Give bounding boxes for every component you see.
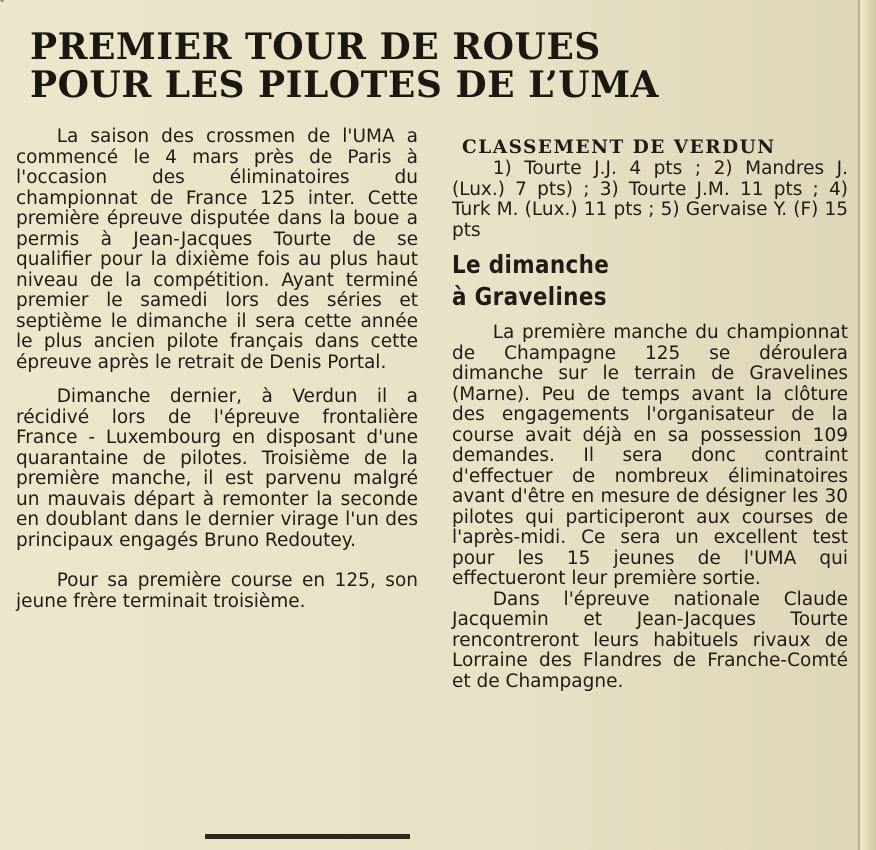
paragraph-season: La saison des crossmen de l'UMA a commencé le 4 mars près de Paris à l'occasion des éliminatoires du championnat de France 125 inter. Cette première épreuve disputée dans la boue a permis à Jean-Jacques Tourte de se qualifier pour la dixième fois au plus haut niveau de la compétition. Ayant terminé premier le samedi lors des séries et septième le dimanche il sera cette année le plus ancien pilote français dans cette épreuve après le retrait de Denis Portal. — [16, 126, 418, 373]
right-column — [452, 137, 848, 692]
headline-line-2: POUR LES PILOTES DE L’UMA — [30, 64, 659, 106]
section-title — [452, 249, 793, 313]
left-column — [16, 127, 418, 612]
ranking-title: CLASSEMENT DE VERDUN — [462, 137, 776, 158]
page-fold — [858, 0, 876, 850]
paragraph-gravelines: La première manche du championnat de Champagne 125 se déroulera dimanche sur le terrain de Gravelines (Marne). Peu de temps avant la clôture des engagements l'organisateur de la course avait déjà en sa possession 109 demandes. Il sera donc contraint d'effectuer de nombreux éliminatoires avant d'être en mesure de désigner les 30 pilotes qui participeront aux courses de l'après-midi. Ce sera un excellent test pour les 15 jeunes de l'UMA qui effectueront leur première sortie. — [452, 322, 848, 589]
paragraph-verdun: Dimanche dernier, à Verdun il a récidivé lors de l'épreuve frontalière France - Luxembourg en disposant d'une quarantaine de pilotes. Troisième de la première manche, il est parvenu malgré un mauvais départ à remonter la seconde en doublant dans le dernier virage l'un des principaux engagés Bruno Redoutey. — [16, 386, 418, 551]
paragraph-brother: Pour sa première course en 125, son jeune frère terminait troisième. — [16, 570, 418, 612]
headline-line-1: PREMIER TOUR DE ROUES — [30, 26, 601, 68]
headline — [30, 28, 850, 104]
paragraph-national: Dans l'épreuve nationale Claude Jacquemin et Jean-Jacques Tourte rencontreront leurs habituels rivaux de Lorraine des Flandres de Franche-Comté et de Champagne. — [452, 588, 848, 692]
section-title-line-1: Le dimanche — [452, 250, 610, 279]
ranking-text: 1) Tourte J.J. 4 pts ; 2) Mandres J. (Lux.) 7 pts) ; 3) Tourte J.M. 11 pts ; 4) Turk M. (Lux.) 11 pts ; 5) Gervaise Y. (F) 15 pts — [452, 158, 848, 241]
bottom-rule — [205, 834, 410, 839]
section-title-line-2: à Gravelines — [452, 282, 607, 311]
corner-mark: " — [0, 0, 5, 9]
